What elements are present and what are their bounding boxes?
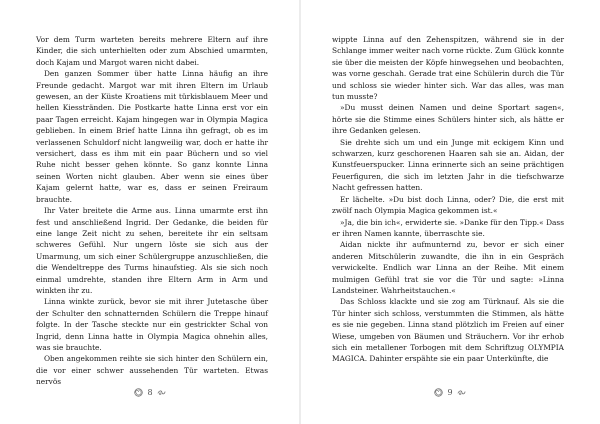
page-number: 9: [447, 388, 453, 397]
paragraph: Das Schloss klackte und sie zog am Türknauf. Als sie die Tür hinter sich schloss, verstummten die Stimmen, als hätte es sie nie gegeben. Linna stand plötzlich im Freien auf einer Wiese, umgeben von Bäumen und Sträuchern. Vor ihr erhob sich ein metallener Torbogen mit dem Schriftzug OLYMPIA MAGICA. Dahinter erspähte sie ein paar Unterkünfte, die: [332, 297, 564, 364]
flourish-ornament-icon: [157, 388, 166, 397]
swirl-ornament-icon: [134, 388, 143, 397]
paragraph: Vor dem Turm warteten bereits mehrere Eltern auf ihre Kinder, die sich unterhielten oder zum Abschied umarmten, doch Kajam und Margot waren nicht dabei.: [36, 35, 268, 67]
left-page-footer: [0, 388, 300, 397]
page-number: 8: [147, 388, 153, 397]
flourish-ornament-icon: [457, 388, 466, 397]
paragraph: »Ja, die bin ich«, erwiderte sie. »Danke für den Tipp.« Dass er ihren Namen kannte, überraschte sie.: [332, 217, 564, 238]
paragraph: »Du musst deinen Namen und deine Sportart sagen«, hörte sie die Stimme eines Schülers hinter sich, als hätte er ihre Gedanken gelesen.: [332, 103, 564, 136]
paragraph: Ihr Vater breitete die Arme aus. Linna umarmte erst ihn fest und anschließend Ingrid. Der Gedanke, die beiden für eine lange Zeit nicht zu sehen, bereitete ihr ein seltsam schweres Gefühl. Nur ungern löste sie sich aus der Umarmung, um sich einer Schülergruppe anzuschließen, die die Wendeltreppe des Turms hinaufstieg. Als sie sich noch einmal umdrehte, standen ihre Eltern Arm in Arm und winkten ihr zu.: [36, 206, 268, 295]
paragraph: Er lächelte. »Du bist doch Linna, oder? Die, die erst mit zwölf nach Olympia Magica gekommen ist.«: [332, 194, 564, 216]
paragraph: Aidan nickte ihr aufmunternd zu, bevor er sich einer anderen Mitschülerin zuwandte, die ihn in ein Gespräch verwickelte. Endlich war Linna an der Reihe. Mit einem mulmigen Gefühl trat sie vor die Tür und sagte: »Linna Landsteiner. Wahrheitstauchen.«: [332, 240, 564, 295]
paragraph: Linna winkte zurück, bevor sie mit ihrer Jutetasche über der Schulter den schnatternden Schülern die Treppe hinauf folgte. In der Tasche steckte nur ein gestrickter Schal von Ingrid, denn Linna hatte in Olympia Magica ohnehin alles, was sie brauchte.: [36, 297, 268, 352]
paragraph: Sie drehte sich um und ein Junge mit eckigem Kinn und schwarzen, kurz geschorenen Haaren sah sie an. Aidan, der Kunstfeuerspucker. Linna erinnerte sich an seine prächtigen Feuerfiguren, die sich im letzten Jahr in die tiefschwarze Nacht gefressen hatten.: [332, 137, 564, 193]
paragraph: Den ganzen Sommer über hatte Linna häufig an ihre Freunde gedacht. Margot war mit ihren Eltern im Urlaub gewesen, an der Küste Kroatiens mit türkisblauem Meer und hellen Kiesstränden. Die Postkarte hatte Linna erst vor ein paar Tagen erreicht. Kajam hingegen war in Olympia Magica geblieben. In einem Brief hatte Linna ihn gefragt, ob es im verlassenen Schuldorf nicht langweilig war, doch er hatte ihr versichert, dass es ihm mit ein paar Büchern und so viel Ruhe nicht besser gehen könnte. So ganz konnte Linna seinen Worten nicht glauben. Aber wenn sie eines über Kajam gelernt hatte, war es, dass er seinen Freiraum brauchte.: [36, 69, 268, 204]
swirl-ornament-icon: [434, 388, 443, 397]
paragraph: Oben angekommen reihte sie sich hinter den Schülern ein, die vor einer schwer aussehenden Tür warteten. Etwas nervös: [36, 354, 268, 387]
right-page-footer: [300, 388, 600, 397]
right-page-text: [332, 34, 564, 365]
left-page-text: [36, 34, 268, 388]
paragraph: wippte Linna auf den Zehenspitzen, während sie in der Schlange immer weiter nach vorne rückte. Zum Glück konnte sie über die meisten der Köpfe hinwegsehen und beobachten, was vorne geschah. Gerade trat eine Schülerin durch die Tür und schloss sie wieder hinter sich. War das alles, was man tun musste?: [332, 35, 564, 102]
right-page: [300, 0, 600, 424]
